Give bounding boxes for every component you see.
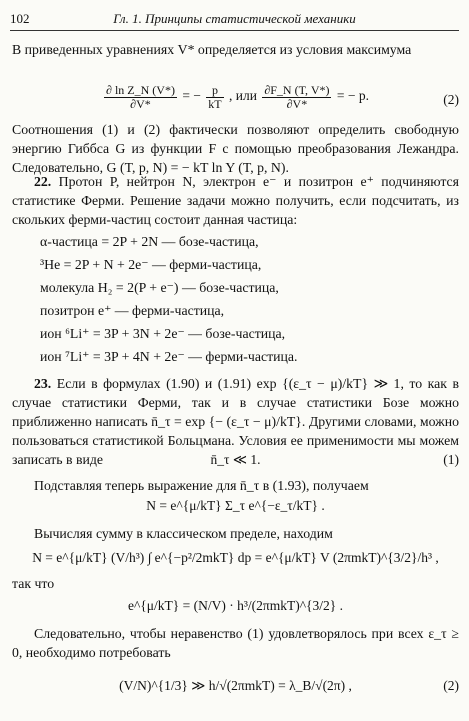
particle-line-4: позитрон e⁺ — ферми-частица, [40,303,225,318]
running-title: Гл. 1. Принципы статистической механики [113,11,356,26]
inequality-1: n̄_τ ≪ 1. [210,452,261,467]
paragraph-therefore: Следовательно, чтобы неравенство (1) удовлетворялось при всех ε_τ ≥ 0, необходимо потребовать [12,626,459,660]
running-header [10,6,459,31]
equation-2-top [12,84,459,110]
equation-number-top: (2) [443,92,459,107]
page-number: 102 [10,11,30,26]
paragraph-2: Соотношения (1) и (2) фактически позволяют определить свободную энергию Гиббса G из функции F с помощью преобразования Лежандра. Следовательно, G (T, p, N) = − kT ln Y (T, p, N). [12,122,459,175]
particle-line-1: α-частица = 2P + 2N — бозе-частица, [40,234,259,249]
problem-23-number: 23. [34,376,52,391]
problem-23-body: Если в формулах (1.90) и (1.91) exp {(ε_τ − μ)/kT} ≫ 1, то как в случае статистики Ферми, так и в случае статистики Бозе можно приближенно написать n̄_τ = exp {− (ε_τ − μ)/kT}. Другими словами, можно пользоваться статистикой Больцмана. Условия ее применимости мы можем записать в виде [12,376,459,467]
rhs-numerator: ∂F_N (T, V*) [264,83,330,97]
rhs-tail: = − p. [336,88,369,104]
or-word: , или [229,88,257,104]
problem-22-body: Протон P, нейтрон N, электрон e⁻ и позитрон e⁺ подчиняются статистике Ферми. Решение задачи можно получить, если подсчитать, из скольких ферми-частиц состоит данная частица: [12,174,459,227]
equals-minus: = − [182,88,201,104]
paragraph-so-that: так что [12,576,55,591]
lhs-denominator: ∂V* [130,96,151,111]
problem-22-number: 22. [34,174,52,189]
paragraph-classical: Вычисляя сумму в классическом пределе, находим [34,526,333,541]
equation-exp-mu: e^{μ/kT} = (N/V) · h³/(2πmkT)^{3/2} . [127,598,344,613]
fraction-p-kT [206,84,223,110]
fraction-lhs [104,84,177,110]
particle-line-6: ион ⁷Li⁺ = 3P + 4N + 2e⁻ — ферми-частица. [40,349,298,364]
fraction-rhs [262,84,331,110]
paragraph-1: В приведенных уравнениях V* определяется из условия максимума [12,42,412,57]
problem-22-text [12,172,459,229]
equation-condition: (V/N)^{1/3} ≫ h/√(2πmkT) = λ_B/√(2π) , [119,678,352,693]
equation-N-integral: N = e^{μ/kT} (V/h³) ∫ e^{−p²/2mkT} dp = e^{μ/kT} V (2πmkT)^{3/2}/h³ , [32,550,439,565]
equation-number-2: (2) [443,678,459,693]
paragraph-substitute: Подставляя теперь выражение для n̄_τ в (1.93), получаем [34,478,369,493]
equation-N-sum: N = e^{μ/kT} Σ_τ e^{−ε_τ/kT} . [146,498,325,513]
rhs-denominator: ∂V* [286,96,308,111]
particle-line-3: молекула H₂ = 2(P + e⁻) — бозе-частица, [40,280,279,295]
particle-line-5: ион ⁶Li⁺ = 3P + 3N + 2e⁻ — бозе-частица, [40,326,286,341]
p-numerator: p [206,84,223,98]
particle-line-2: ³He = 2P + N + 2e⁻ — ферми-частица, [40,257,262,272]
kT-denominator: kT [208,96,222,111]
lhs-numerator: ∂ ln Z_N (V*) [106,83,175,97]
equation-number-1: (1) [443,452,459,467]
